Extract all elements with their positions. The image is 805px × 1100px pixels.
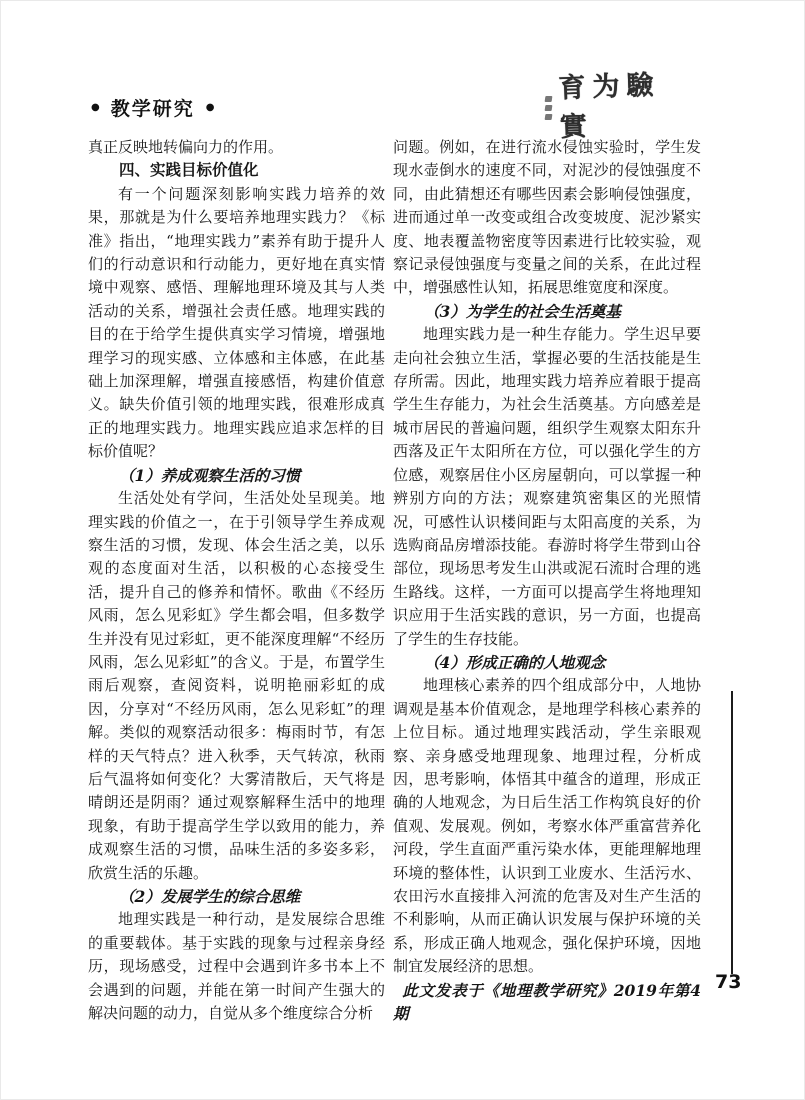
page-margin-rule	[731, 691, 733, 974]
calligraphy-logo	[545, 69, 685, 144]
text-column-left	[88, 136, 385, 1025]
paragraph: 地理实践是一种行动，是发展综合思维的重要载体。基于实践的现象与过程亲身经历，现场感受，过程中会遇到许多书本上不会遇到的问题，并能在第一时间产生强大的解决问题的动力，自觉从多个维度综合分析	[88, 910, 385, 1023]
page-number: 73	[715, 971, 742, 993]
text-column-right	[393, 136, 701, 1025]
section-heading: （4）形成正确的人地观念	[424, 652, 606, 672]
calligraphy-text: 育为驗實	[557, 69, 661, 144]
section-label: 教学研究	[110, 98, 195, 120]
paragraph: 有一个问题深刻影响实践力培养的效果，那就是为什么要培养地理实践力？《标准》指出，“地理实践力”素养有助于提升人们的行动意识和行动能力，更好地在真实情境中观察、感悟、理解地理环境及其与人类活动的关系，增强社会责任感。地理实践的目的在于给学生提供真实学习情境，增强地理学习的现实感、立体感和主体感，在此基础上加深理解，增强直接感悟，构建价值意义。缺失价值引领的地理实践，很难形成真正的地理实践力。地理实践应追求怎样的目标价值呢？	[88, 184, 385, 461]
paragraph: 问题。例如，在进行流水侵蚀实验时，学生发现水壶倒水的速度不同，对泥沙的侵蚀强度不同，由此猜想还有哪些因素会影响侵蚀强度，进而通过单一改变或组合改变坡度、泥沙紧实度、地表覆盖物密度等因素进行比较实验，观察记录侵蚀强度与变量之间的关系，在此过程中，增强感性认知，拓展思维宽度和深度。	[393, 138, 701, 297]
column-header	[91, 94, 214, 121]
section-heading: （2）发展学生的综合思维	[119, 887, 301, 906]
paragraph: 地理核心素养的四个组成部分中，人地协调观是基本价值观念，是地理学科核心素养的上位目标。通过地理实践活动，学生亲眼观察、亲身感受地理现象、地理过程，分析成因，思考影响，体悟其中蕴含的道理，形成正确的人地观念，为日后生活工作构筑良好的价值观、发展观。例如，考察水体严重富营养化河段，学生直面严重污染水体，更能理解地理环境的整体性，认识到工业废水、生活污水、农田污水直接排入河流的危害及对生产生活的不利影响，从而正确认识发展与保护环境的关系，形成正确人地观念，强化保护环境，因地制宜发展经济的思想。	[393, 676, 701, 976]
paragraph: 地理实践力是一种生存能力。学生迟早要走向社会独立生活，掌握必要的生活技能是生存所需。因此，地理实践力培养应着眼于提高学生生存能力，为社会生活奠基。方向感差是城市居民的普遍问题，组织学生观察太阳东升西落及正午太阳所在方位，可以强化学生的方位感，观察居住小区房屋朝向，可以掌握一种辨别方向的方法；观察建筑密集区的光照情况，可感性认识楼间距与太阳高度的关系，为选购商品房增添技能。春游时将学生带到山谷部位，现场思考发生山洪或泥石流时合理的逃生路线。这样，一方面可以提高学生将地理知识应用于生活实践的意识，另一方面，也提高了学生的生存技能。	[393, 325, 701, 648]
citation-line: 此文发表于《地理教学研究》2019年第4期	[393, 980, 701, 1024]
paragraph: 真正反映地转偏向力的作用。	[88, 138, 284, 156]
section-heading: （1）养成观察生活的习惯	[119, 465, 301, 485]
bullet-icon: ●	[205, 101, 215, 113]
calligraphy-seal	[545, 96, 552, 120]
section-heading: （3）为学生的社会生活奠基	[424, 301, 621, 321]
paragraph: 生活处处有学问，生活处处呈现美。地理实践的价值之一，在于引领导学生养成观察生活的习惯，发现、体会生活之美，以乐观的态度面对生活，以积极的心态接受生活，提升自己的修养和情怀。歌曲《不经历风雨，怎么见彩虹》学生都会唱，但多数学生并没有见过彩虹，更不能深度理解“不经历风雨，怎么见彩虹”的含义。于是，布置学生雨后观察，查阅资料，说明艳丽彩虹的成因，分享对“不经历风雨，怎么见彩虹”的理解。类似的观察活动很多：梅雨时节，有怎样的天气特点？进入秋季，天气转凉，秋雨后气温将如何变化？大雾清散后，天气将是晴朗还是阴雨？通过观察解释生活中的地理现象，有助于提高学生学以致用的能力，养成观察生活的习惯，品味生活的多姿多彩，欣赏生活的乐趣。	[88, 489, 385, 882]
bullet-icon: ●	[91, 101, 100, 113]
section-heading: 四、实践目标价值化	[119, 161, 259, 180]
